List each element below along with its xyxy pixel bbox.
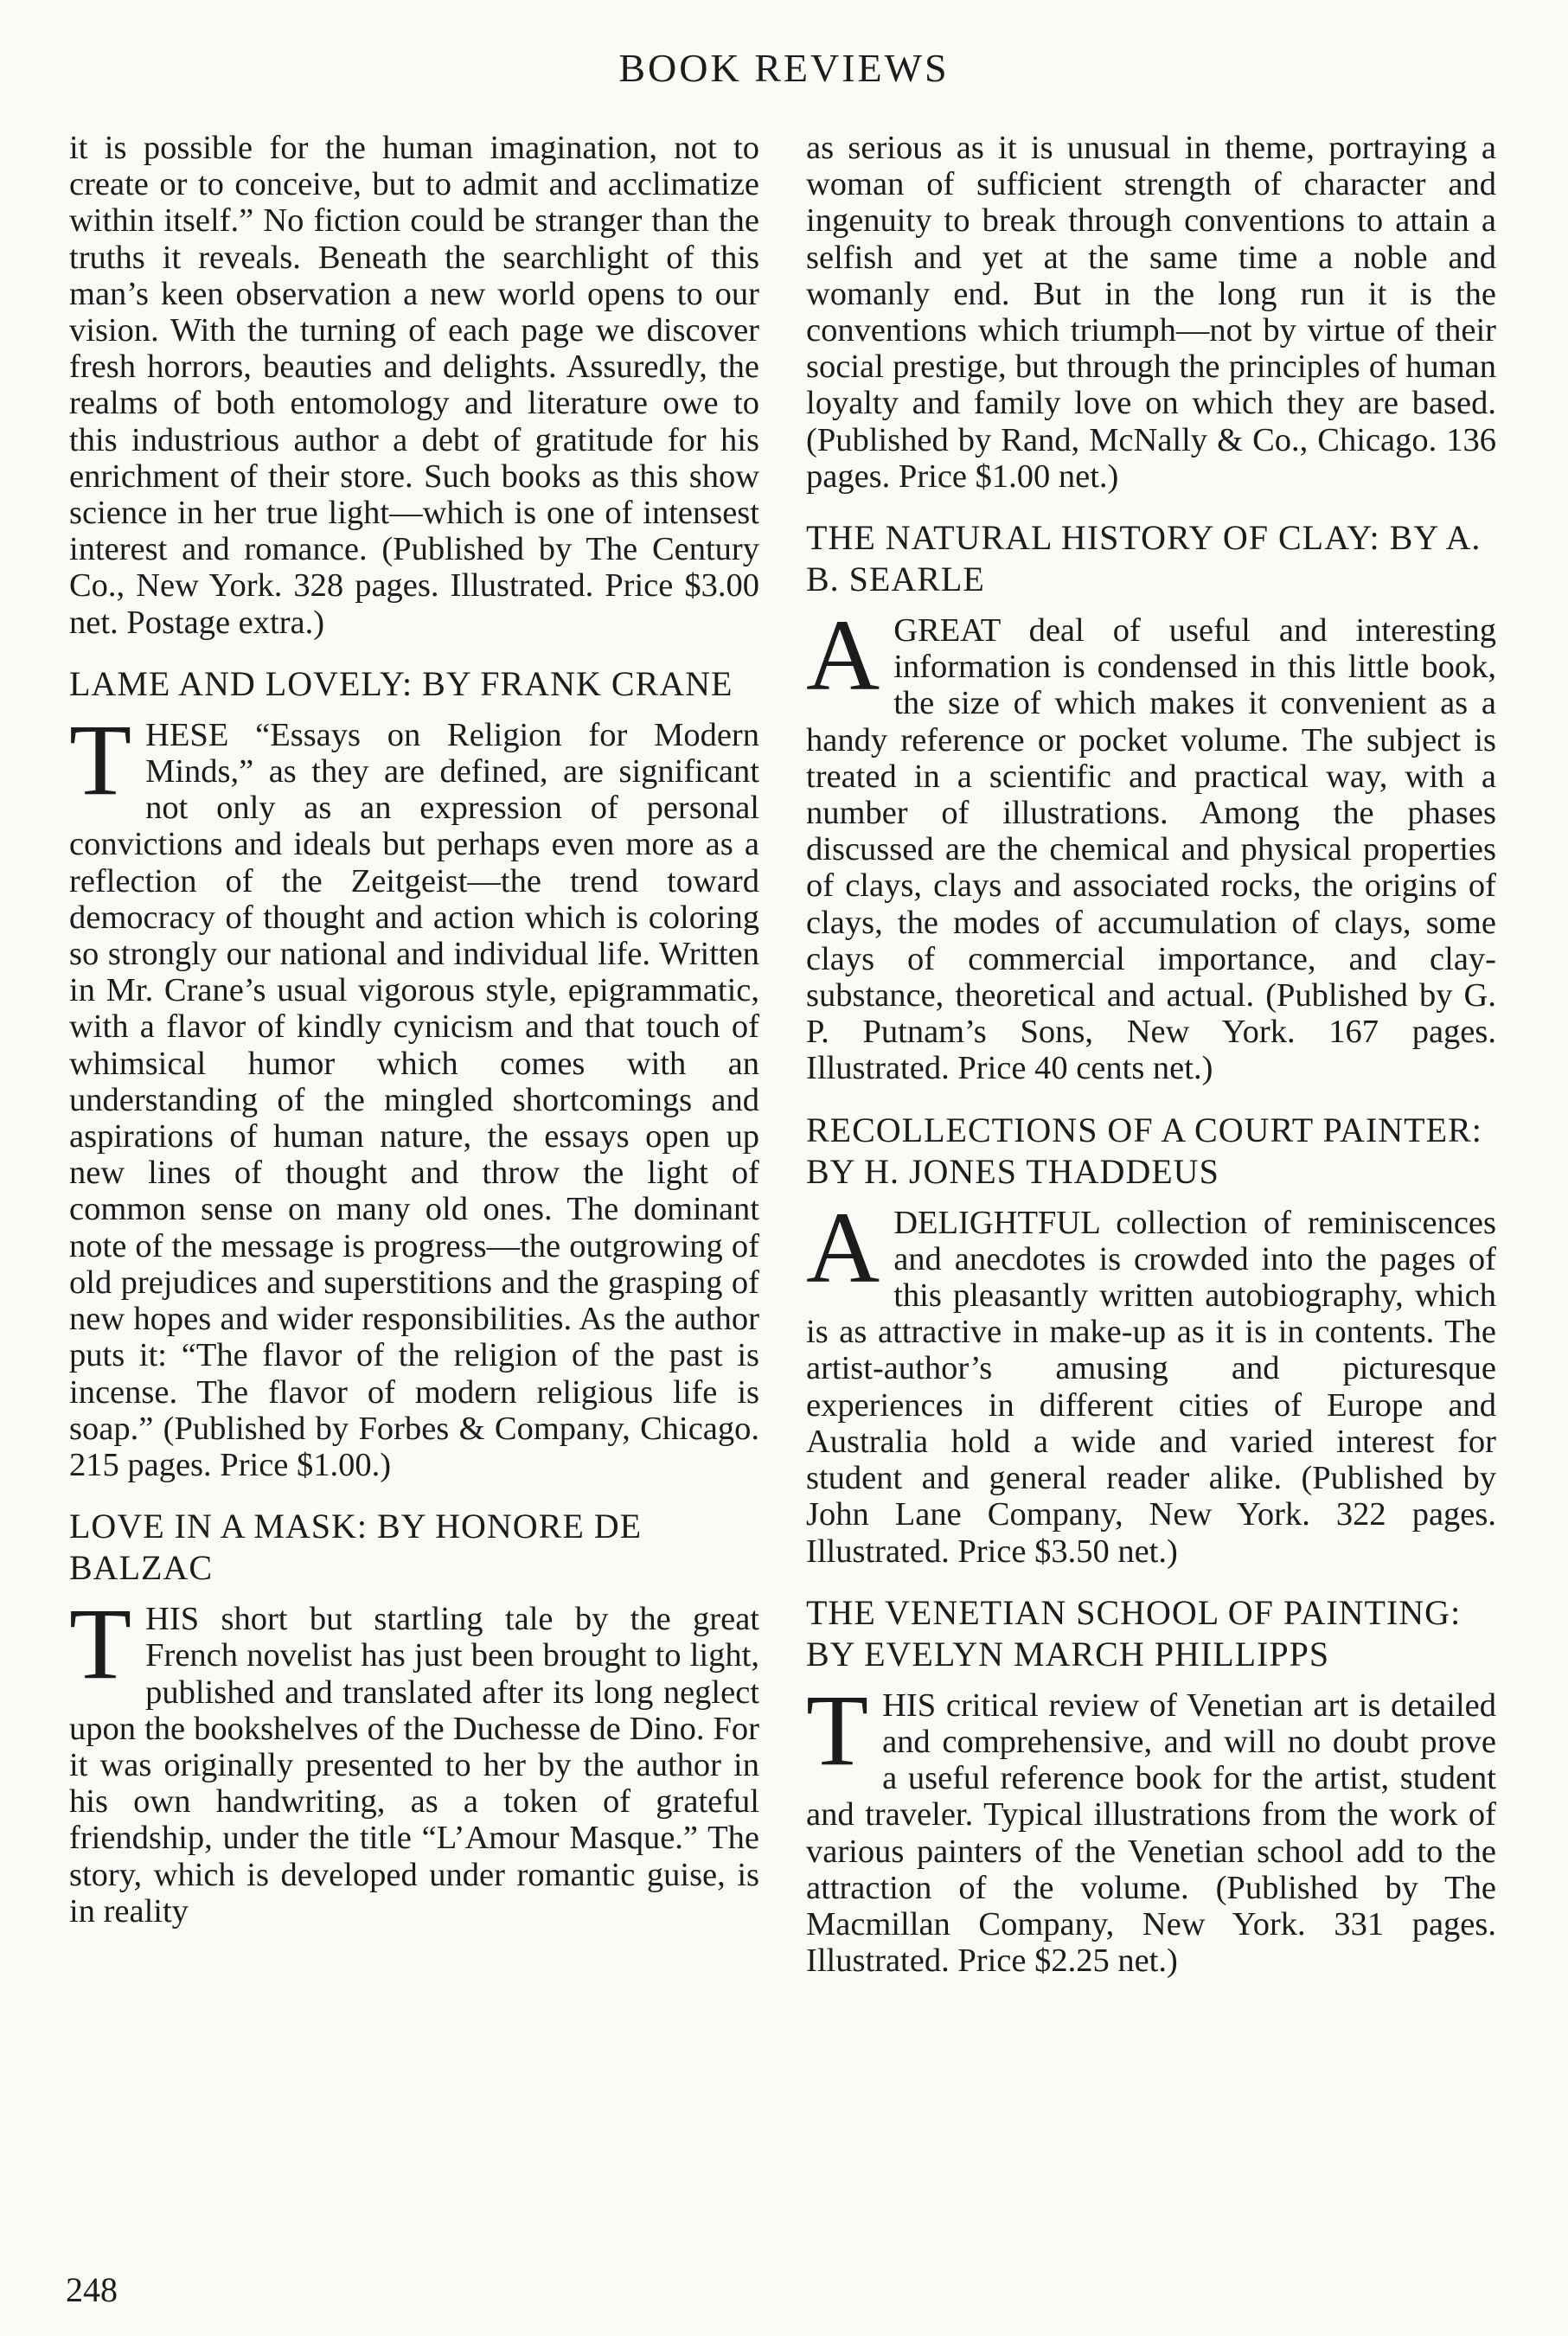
review-first-word: HIS (145, 1601, 200, 1638)
review-text: collection of reminiscences and anecdotes is crowded into the pages of this pleasantly written autobiography, which is as attractive in make-up as it is in contents. The artist-author’s amusing and picturesque experiences in different cities of Europe and Australia hold a wide and varied interest for student and general reader alike. (Published by John Lane Company, New York. 322 pages. Illustrated. Price $3.50 net.) (806, 1204, 1496, 1570)
continued-paragraph: it is possible for the human imagination, not to create or to conceive, but to admit and acclimatize within itself.” No fiction could be stranger than the truths it reveals. Beneath the searchlight of this man’s keen observation a new world opens to our vision. With the turning of each page we discover fresh horrors, beauties and delights. Assuredly, the realms of both entomology and literature owe to this industrious author a debt of gratitude for his enrichment of their store. Such books as this show science in her true light—which is one of intensest interest and romance. (Published by The Century Co., New York. 328 pages. Illustrated. Price $3.00 net. Postage extra.) (69, 130, 759, 641)
review-heading: LOVE IN A MASK: BY HONORE DE BALZAC (69, 1507, 643, 1588)
drop-cap: T (69, 1587, 132, 1701)
review-first-word: DELIGHTFUL (893, 1204, 1100, 1241)
review-body (69, 702, 759, 1483)
drop-cap: T (806, 1673, 869, 1787)
review-first-word: GREAT (893, 612, 1001, 650)
review-first-word: HIS (882, 1686, 937, 1724)
left-column (69, 130, 759, 1930)
review-text: “Essays on Religion for Modern Minds,” as they are defined, are significant not only as an expression of personal convictions and ideals but perhaps even more as a reflection of the Zeitgeist—the trend toward democracy of thought and action which is coloring so strongly our national and individual life. Written in Mr. Crane’s usual vigorous style, epigrammatic, with a flavor of kindly cynicism and that touch of whimsical humor which comes with an understanding of the mingled shortcomings and aspirations of human nature, the essays open up new lines of thought and throw the light of common sense on many old ones. The dominant note of the message is progress—the outgrowing of old prejudices and superstitions and the grasping of new hopes and wider responsibilities. As the author puts it: “The flavor of the religion of the past is incense. The flavor of modern religious life is soap.” (Published by Forbes & Company, Chicago. 215 pages. Price $1.00.) (69, 716, 759, 1483)
drop-cap: A (806, 1190, 880, 1304)
continued-paragraph: as serious as it is unusual in theme, portraying a woman of sufficient strength of character and ingenuity to break through conventions to attain a selfish and yet at the same time a noble and womanly end. But in the long run it is the conventions which triumph—not by virtue of their social prestige, but through the principles of human loyalty and family love on which they are based. (Published by Rand, McNally & Co., Chicago. 136 pages. Price $1.00 net.) (806, 130, 1496, 495)
review-heading: LAME AND LOVELY: BY FRANK CRANE (69, 663, 733, 703)
review-body (806, 1673, 1496, 1980)
right-column (806, 130, 1496, 1979)
running-head: BOOK REVIEWS (618, 46, 950, 90)
review-heading: THE NATURAL HISTORY OF CLAY: BY A. B. SEARLE (806, 518, 1482, 599)
review-text: critical review of Venetian art is detailed and comprehensive, and will no doubt prove a useful reference book for the artist, student and traveler. Typical illustrations from the work of various painters of the Venetian school add to the attraction of the volume. (Published by The Macmillan Company, New York. 331 pages. Illustrated. Price $2.25 net.) (806, 1686, 1496, 1980)
review-first-word: HESE (145, 716, 229, 753)
review-body (806, 1190, 1496, 1570)
review-body (806, 598, 1496, 1087)
drop-cap: A (806, 598, 880, 713)
review-body (69, 1587, 759, 1930)
review-heading: THE VENETIAN SCHOOL OF PAINTING: BY EVELYN MARCH PHILLIPPS (806, 1592, 1462, 1674)
review-text: short but startling tale by the great French novelist has just been brought to light, published and translated after its long neglect upon the bookshelves of the Duchesse de Dino. For it was originally presented to her by the author in his own handwriting, as a token of grateful friendship, under the title “L’Amour Masque.” The story, which is developed under romantic guise, is in reality (69, 1601, 759, 1930)
drop-cap: T (69, 702, 132, 816)
page-number: 248 (66, 2270, 118, 2309)
review-heading: RECOLLECTIONS OF A COURT PAINTER: BY H. JONES THADDEUS (806, 1110, 1482, 1191)
review-text: deal of useful and interesting information is condensed in this little book, the size of which makes it convenient as a handy reference or pocket volume. The subject is treated in a scientific and practical way, with a number of illustrations. Among the phases discussed are the chemical and physical properties of clays, clays and associated rocks, the origins of clays, the modes of accumulation of clays, some clays of commercial importance, and clay-substance, theoretical and actual. (Published by G. P. Putnam’s Sons, New York. 167 pages. Illustrated. Price 40 cents net.) (806, 612, 1496, 1087)
